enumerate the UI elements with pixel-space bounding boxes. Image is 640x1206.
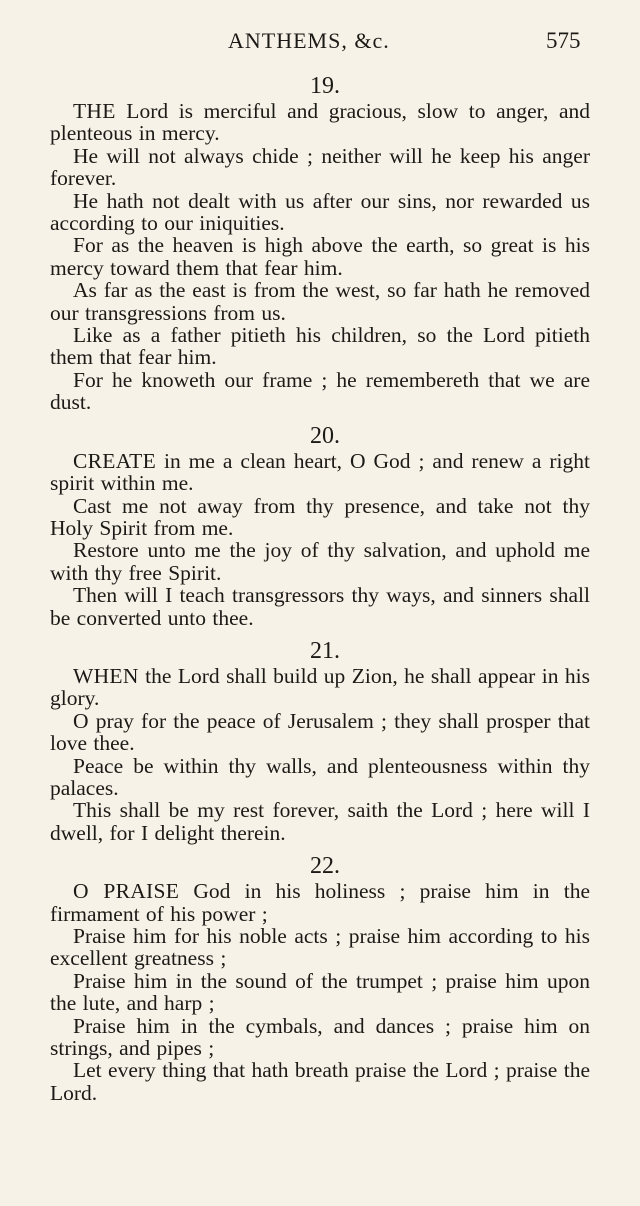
anthem-21 — [50, 639, 590, 844]
verse — [50, 324, 590, 369]
verse-text: Let every thing that hath breath praise the Lord ; praise the Lord. — [50, 1058, 590, 1105]
verse-text: Praise him in the cymbals, and dances ; praise him on strings, and pipes ; — [50, 1013, 590, 1061]
anthem-number: 19. — [310, 73, 340, 99]
verse — [50, 495, 590, 540]
verse-lead-word: THE — [73, 99, 116, 123]
verse-text: This shall be my rest forever, saith the Lord ; here will I dwell, for I delight therein. — [50, 798, 590, 845]
verse-text: Then will I teach transgressors thy ways, and sinners shall be converted unto thee. — [50, 583, 590, 630]
anthem-number: 21. — [310, 637, 340, 664]
verse-text: in me a clean heart, O God ; and renew a right spirit within me. — [50, 448, 590, 496]
verse-text: Cast me not away from thy presence, and take not thy Holy Spirit from me. — [50, 493, 590, 540]
verse — [50, 970, 590, 1015]
verse — [50, 880, 590, 925]
verse-text: O pray for the peace of Jerusalem ; they shall prosper that love thee. — [50, 708, 590, 756]
anthem-number: 22. — [310, 853, 340, 880]
verse — [50, 755, 590, 800]
page-header — [0, 28, 640, 62]
verse — [50, 539, 590, 584]
verse — [50, 450, 590, 495]
verse — [50, 584, 590, 629]
verse — [50, 925, 590, 970]
verse-text: Like as a father pitieth his children, so the Lord pitieth them that fear him. — [50, 323, 590, 370]
verse-text: He will not always chide ; neither will he keep his anger forever. — [50, 143, 590, 191]
verse — [50, 1059, 590, 1104]
verse — [50, 710, 590, 755]
verse — [50, 279, 590, 324]
page-body — [50, 74, 590, 1104]
verse-text: the Lord shall build up Zion, he shall appear in his glory. — [50, 663, 590, 711]
verse — [50, 799, 590, 844]
verse-text: As far as the east is from the west, so far hath he removed our transgressions from us. — [50, 278, 590, 325]
running-title: ANTHEMS, &c. — [228, 28, 390, 53]
verse — [50, 1015, 590, 1060]
anthem-22 — [50, 854, 590, 1104]
verse-text: God in his holiness ; praise him in the firmament of his power ; — [50, 879, 590, 926]
verse — [50, 145, 590, 190]
anthem-20 — [50, 424, 590, 629]
anthem-number: 20. — [310, 422, 340, 449]
anthem-19 — [50, 74, 590, 414]
verse — [50, 369, 590, 414]
verse-lead-word: CREATE — [73, 448, 157, 473]
verse — [50, 100, 590, 145]
verse-text: Praise him in the sound of the trumpet ; praise him upon the lute, and harp ; — [50, 968, 590, 1016]
verse — [50, 190, 590, 235]
verse-text: Peace be within thy walls, and plenteousness within thy palaces. — [50, 753, 590, 800]
verse-text: Lord is merciful and gracious, slow to anger, and plenteous in mercy. — [50, 99, 590, 146]
verse-text: For as the heaven is high above the earth, so great is his mercy toward them that fear him. — [50, 233, 590, 280]
verse-text: He hath not dealt with us after our sins, nor rewarded us according to our iniquities. — [50, 188, 590, 236]
verse-text: Restore unto me the joy of thy salvation, and uphold me with thy free Spirit. — [50, 538, 590, 585]
verse — [50, 665, 590, 710]
verse-lead-word: O PRAISE — [73, 879, 180, 904]
verse-text: For he knoweth our frame ; he remembereth that we are dust. — [50, 367, 590, 415]
verse — [50, 234, 590, 279]
verse-text: Praise him for his noble acts ; praise him according to his excellent greatness ; — [50, 924, 590, 971]
page-number: 575 — [546, 28, 581, 53]
verse-lead-word: WHEN — [73, 663, 139, 688]
